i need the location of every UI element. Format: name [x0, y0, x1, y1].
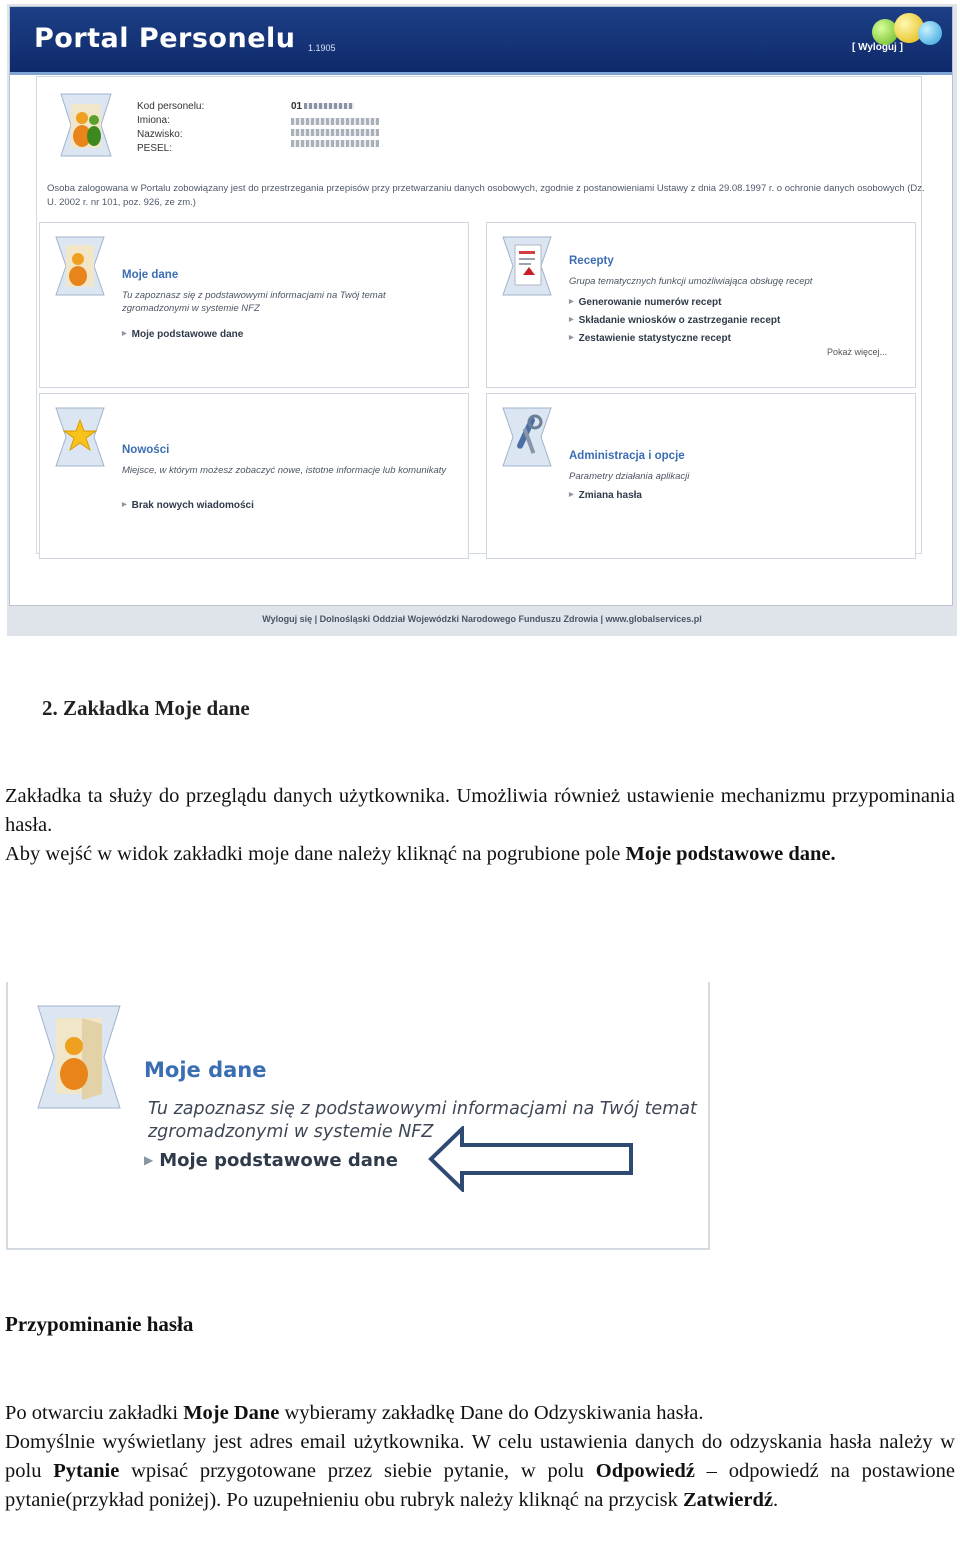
instruction-text: Aby wejść w widok zakładki moje dane należy kliknąć na pogrubione pole: [5, 843, 626, 865]
portal-version: 1.1905: [308, 43, 336, 53]
redacted-value: [291, 118, 379, 125]
zoom-link-moje-podstawowe-dane[interactable]: ▶ Moje podstawowe dane: [144, 1150, 398, 1171]
star-news-icon: [54, 406, 106, 468]
link-zestawienie-statystyczne[interactable]: ▶ Zestawienie statystyczne recept: [569, 333, 731, 344]
card-nowosci: [39, 393, 469, 559]
user-folder-icon: [54, 235, 106, 297]
bold-part: Odpowiedź: [595, 1460, 695, 1482]
card-administracja: [486, 393, 916, 559]
user-profile-icon: [57, 92, 115, 158]
text-part: wpisać przygotowane przez siebie pytanie, w polu: [119, 1460, 596, 1482]
paragraph-password-reminder: [5, 1399, 955, 1515]
logout-link[interactable]: [ Wyloguj ]: [852, 42, 903, 53]
section-heading: 2. Zakładka Moje dane: [42, 696, 250, 720]
text-part: Po otwarciu zakładki: [5, 1402, 184, 1424]
card-description: Miejsce, w którym możesz zobaczyć nowe, istotne informacje lub komunikaty: [122, 465, 447, 476]
user-label-code: Kod personelu:: [137, 101, 205, 112]
link-skladanie-wnioskow[interactable]: ▶ Składanie wniosków o zastrzeganie recept: [569, 315, 780, 326]
text-part: wybieramy zakładkę Dane do Odzyskiwania hasła.: [279, 1402, 704, 1424]
user-label-pesel: PESEL:: [137, 143, 173, 154]
user-folder-icon: [36, 1004, 122, 1110]
user-label-names: Imiona:: [137, 115, 170, 126]
user-code-text: 01: [291, 101, 303, 112]
paragraph-intro: [5, 782, 955, 840]
card-title[interactable]: Nowości: [122, 444, 170, 456]
tools-icon: [501, 406, 553, 468]
card-moje-dane: [39, 222, 469, 388]
user-label-surname: Nazwisko:: [137, 129, 183, 140]
paragraph-intro-text: Zakładka ta służy do przeglądu danych użytkownika. Umożliwia również ustawienie mechanizmu przypominania hasła.: [5, 785, 955, 836]
show-more-link[interactable]: Pokaż więcej...: [827, 347, 888, 357]
link-brak-wiadomosci[interactable]: ▶ Brak nowych wiadomości: [122, 500, 254, 511]
redacted-value: [291, 140, 379, 147]
left-arrow-icon: [428, 1126, 634, 1192]
link-generowanie-numerow[interactable]: ▶ Generowanie numerów recept: [569, 297, 721, 308]
portal-footer: Wyloguj się | Dolnośląski Oddział Wojewódzki Narodowego Funduszu Zdrowia | www.globalservices.pl: [262, 614, 702, 624]
portal-header: [10, 7, 952, 75]
portal-screenshot: [7, 4, 957, 636]
text-part: .: [772, 1489, 779, 1511]
card-description: Parametry działania aplikacji: [569, 471, 690, 482]
card-title[interactable]: Moje dane: [122, 269, 179, 281]
text-part: Domyślnie wyświetlany jest adres email użytkownika. W celu ustawienia danych do odzyskania hasła należy w polu: [5, 1431, 955, 1482]
prescription-icon: [501, 235, 553, 297]
portal-title: Portal Personelu: [34, 23, 296, 54]
zoom-desc-line2: zgromadzonymi w systemie NFZ: [148, 1122, 434, 1142]
instruction-bold: Moje podstawowe dane.: [625, 843, 836, 865]
moje-dane-zoom-screenshot: [6, 982, 710, 1250]
user-code-value: [291, 100, 379, 114]
card-description: Grupa tematycznych funkcji umożliwiająca obsługę recept: [569, 276, 813, 287]
link-zmiana-hasla[interactable]: ▶ Zmiana hasła: [569, 490, 642, 501]
paragraph-body: [5, 1428, 955, 1515]
card-title[interactable]: Recepty: [569, 255, 614, 267]
redacted-value: [291, 129, 379, 136]
bold-part: Zatwierdź: [683, 1489, 773, 1511]
zoom-card-title[interactable]: Moje dane: [144, 1058, 267, 1082]
paragraph-instructions: [5, 840, 955, 869]
user-info-values: [291, 100, 379, 150]
link-moje-podstawowe-dane[interactable]: ▶ Moje podstawowe dane: [122, 329, 243, 340]
text-part: – odpowiedź na postawione pytanie(przykład poniżej). Po uzupełnieniu obu rubryk należy kliknąć na przycisk: [5, 1460, 956, 1511]
paragraph-line-1: [5, 1399, 955, 1428]
bold-part: Moje Dane: [183, 1402, 280, 1424]
card-description: Tu zapoznasz się z podstawowymi informacjami na Twój temat zgromadzonymi w systemie NFZ: [122, 290, 386, 314]
zoom-desc-line1: Tu zapoznasz się z podstawowymi informacjami na Twój temat: [148, 1099, 697, 1119]
card-title[interactable]: Administracja i opcje: [569, 450, 685, 462]
bold-part: Pytanie: [53, 1460, 120, 1482]
card-recepty: [486, 222, 916, 388]
user-info-labels: [137, 100, 204, 156]
sub-heading: Przypominanie hasła: [5, 1312, 194, 1336]
privacy-notice: Osoba zalogowana w Portalu zobowiązany jest do przestrzegania przepisów przy przetwarzaniu danych osobowych, zgodnie z postanowieniami Ustawy z dnia 29.08.1997 r. o ochronie danych osobowych (Dz. U. 2002 r. nr 101, poz. 926, ze zm.): [47, 183, 925, 208]
